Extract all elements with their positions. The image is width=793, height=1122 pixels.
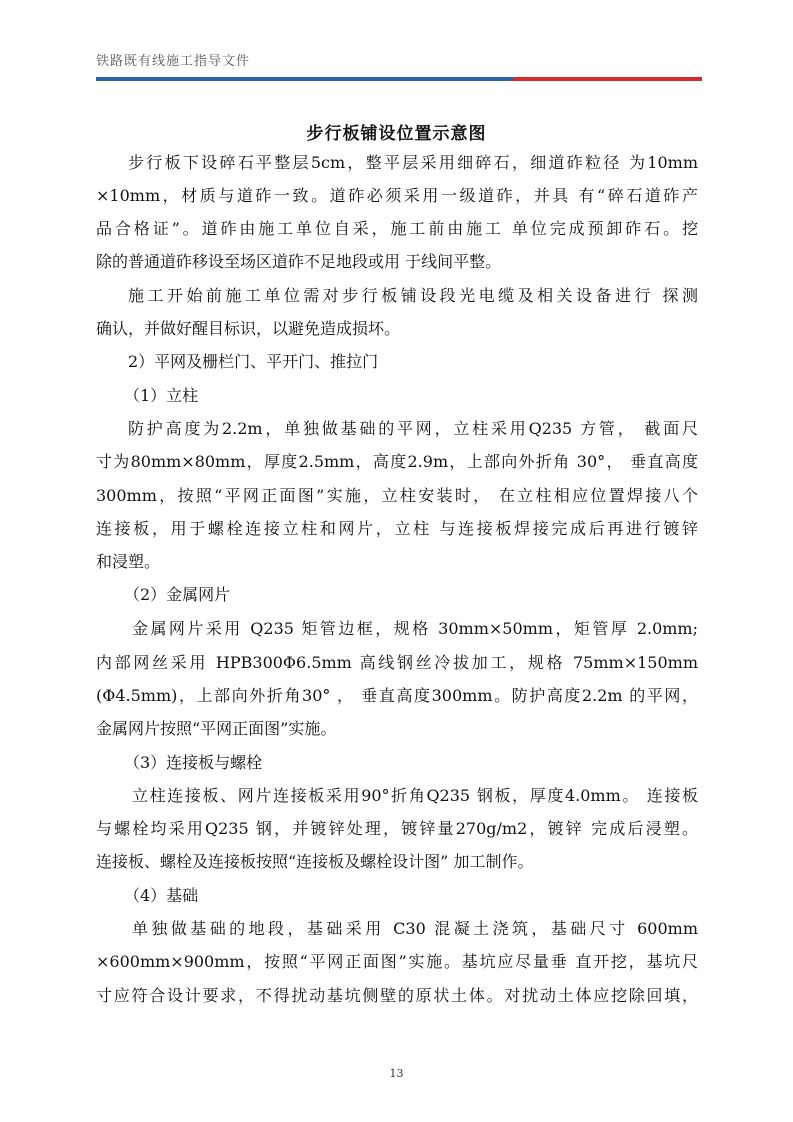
page-number: 13 bbox=[389, 1067, 404, 1080]
subsection-heading: （3）连接板与螺栓 bbox=[124, 753, 263, 772]
text-line: 品合格证”。道砟由施工单位自采，施工前由施工 单位完成预卸砟石。挖 bbox=[96, 219, 698, 238]
text-line: 与螺栓均采用Q235 钢，并镀锌处理，镀锌量270g/m2，镀锌 完成后浸塑。 bbox=[96, 819, 698, 838]
header-rule-blue bbox=[96, 77, 516, 81]
text-line: 单独做基础的地段，基础采用 C30 混凝土浇筑，基础尺寸 600mm bbox=[132, 919, 698, 938]
text-line: 金属网片采用 Q235 矩管边框，规格 30mm×50mm，矩管厚 2.0mm; bbox=[132, 619, 698, 638]
text-line: 寸为80mm×80mm，厚度2.5mm，高度2.9m，上部向外折角 30°， 垂直高度 bbox=[96, 452, 698, 471]
text-line: 金属网片按照“平网正面图”实施。 bbox=[96, 719, 337, 738]
text-line: 寸应符合设计要求，不得扰动基坑侧壁的原状土体。对扰动土体应挖除回填， bbox=[96, 986, 698, 1005]
text-line: 连接板、螺栓及连接板按照“连接板及螺栓设计图” 加工制作。 bbox=[96, 852, 534, 871]
text-line: 连接板，用于螺栓连接立柱和网片，立柱 与连接板焊接完成后再进行镀锌 bbox=[96, 519, 698, 538]
text-line: ×10mm，材质与道砟一致。道砟必须采用一级道砟，并具 有“碎石道砟产 bbox=[96, 186, 698, 205]
text-line: 立柱连接板、网片连接板采用90°折角Q235 钢板，厚度4.0mm。 连接板 bbox=[132, 786, 698, 805]
text-line: 除的普通道砟移设至场区道砟不足地段或用 于线间平整。 bbox=[96, 252, 502, 271]
text-line: 步行板下设碎石平整层5cm，整平层采用细碎石，细道砟粒径 为10mm bbox=[128, 153, 698, 172]
text-line: 确认，并做好醒目标识，以避免造成损坏。 bbox=[96, 319, 401, 338]
header-title: 铁路既有线施工指导文件 bbox=[96, 54, 251, 69]
section-heading: 2）平网及栅栏门、平开门、推拉门 bbox=[128, 352, 379, 371]
text-line: 防护高度为2.2m，单独做基础的平网，立柱采用Q235 方管， 截面尺 bbox=[128, 419, 698, 438]
subsection-heading: （1）立柱 bbox=[124, 386, 199, 405]
text-line: 施工开始前施工单位需对步行板铺设段光电缆及相关设备进行 探测 bbox=[128, 286, 698, 305]
text-line: (Φ4.5mm)，上部向外折角30° ， 垂直高度300mm。防护高度2.2m 的平网， bbox=[96, 686, 698, 705]
text-line: 内部网丝采用 HPB300Φ6.5mm 高线钢丝冷拔加工，规格 75mm×150mm bbox=[96, 653, 698, 672]
subsection-heading: （2）金属网片 bbox=[124, 585, 231, 604]
text-line: ×600mm×900mm，按照“平网正面图”实施。基坑应尽量垂 直开挖，基坑尺 bbox=[96, 952, 698, 971]
header-rule-red bbox=[510, 77, 702, 81]
subsection-heading: （4）基础 bbox=[124, 886, 199, 905]
document-title: 步行板铺设位置示意图 bbox=[306, 124, 487, 144]
text-line: 和浸塑。 bbox=[96, 552, 161, 571]
text-line: 300mm，按照“平网正面图”实施，立柱安装时， 在立柱相应位置焊接八个 bbox=[96, 486, 698, 505]
